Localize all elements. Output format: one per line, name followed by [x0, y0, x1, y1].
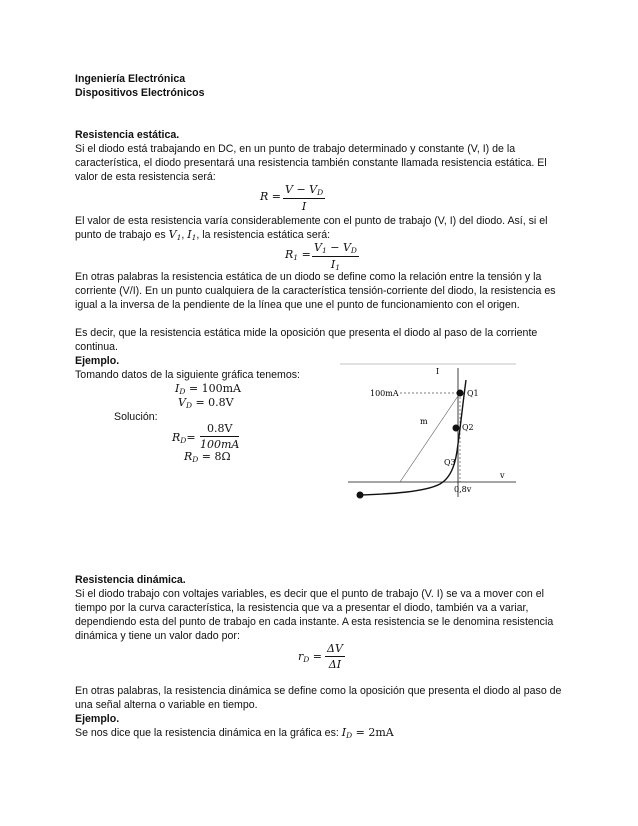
- point-q1: [457, 390, 464, 397]
- example-text: Se nos dice que la resistencia dinámica en la gráfica es: $I_D = 2mA$: [75, 726, 394, 740]
- eq1-denominator: I: [301, 200, 307, 213]
- paragraph-line: El valor de esta resistencia varía considerablemente con el punto de trabajo (V, I) del diodo. Así, si el: [75, 215, 548, 227]
- solution-label: Solución:: [114, 411, 158, 423]
- equation-r1-fraction: $\frac{V_1 - V_D}{I_1}$: [314, 241, 357, 272]
- document-subtitle: Dispositivos Electrónicos: [75, 87, 205, 99]
- math-i1: $I_1$: [187, 228, 197, 242]
- equation-static-lhs: R =: [260, 190, 281, 203]
- equation-static-fraction: [283, 183, 325, 213]
- paragraph-line: corriente (V/I). En un punto cualquiera de la característica tensión-corriente del diodo, la resistencia es: [75, 285, 556, 297]
- diode-characteristic-graph: [340, 362, 518, 512]
- eq1-numerator: V − V: [285, 183, 318, 196]
- section-heading-dynamic: Resistencia dinámica.: [75, 574, 186, 586]
- paragraph-line: En otras palabras, la resistencia dinámica se define como la oposición que presenta el diodo al paso de: [75, 685, 562, 697]
- q1-label: Q1: [467, 389, 479, 398]
- paragraph-line: dinámica y tiene un valor dado por:: [75, 630, 240, 642]
- text-span: , la resistencia estática será:: [196, 229, 331, 241]
- paragraph-line: continua.: [75, 341, 118, 353]
- x-axis-label: v: [500, 471, 505, 480]
- paragraph-line: una señal alterna o variable en tiempo.: [75, 699, 258, 711]
- math-v1: $V_1$: [168, 228, 182, 242]
- equation-dynamic-fraction: $\frac{\Delta V}{\Delta I}$: [327, 642, 343, 671]
- paragraph-line: punto de trabajo es $V_1$, $I_1$, la resistencia estática será:: [75, 228, 331, 242]
- y-axis-label: I: [436, 367, 440, 376]
- chord-line: [400, 393, 460, 482]
- q2-label: Q2: [462, 423, 474, 432]
- text-span: punto de trabajo es: [75, 229, 169, 241]
- example-label: Ejemplo.: [75, 713, 120, 725]
- point-q2: [453, 425, 460, 432]
- solution-result: $R_D = 8\Omega$: [184, 450, 231, 464]
- paragraph-line: valor de esta resistencia será:: [75, 171, 216, 183]
- section-heading-static: Resistencia estática.: [75, 129, 180, 141]
- equation-dynamic-lhs: $r_D$ =: [298, 650, 322, 664]
- document-title: Ingeniería Electrónica: [75, 73, 186, 85]
- solution-lhs: $R_D=$: [172, 431, 196, 445]
- q3-label: Q3: [444, 458, 456, 467]
- paragraph-line: igual a la inversa de la pendiente de la línea que une el punto de funcionamiento con el origen.: [75, 299, 520, 311]
- given-voltage: $V_D = 0.8V$: [178, 396, 234, 410]
- voltage-label: 0,8v: [454, 485, 472, 494]
- example-intro: Tomando datos de la siguiente gráfica tenemos:: [75, 369, 300, 381]
- solution-fraction: $\frac{0.8V}{100mA}$: [200, 422, 240, 451]
- given-current: $I_D = 100mA$: [175, 382, 241, 396]
- paragraph-line: Si el diodo trabajo con voltajes variables, es decir que el punto de trabajo (V. I) se va a mover con el: [75, 588, 544, 600]
- example-label: Ejemplo.: [75, 355, 120, 367]
- point-origin: [357, 492, 364, 499]
- paragraph-line: En otras palabras la resistencia estática de un diodo se define como la relación entre la tensión y la: [75, 271, 542, 283]
- current-label: 100mA: [370, 389, 399, 398]
- eq1-numerator-sub: D: [317, 188, 324, 197]
- paragraph-line: tiempo por la curva característica, la resistencia que va a presentar el diodo, también va a variar,: [75, 602, 529, 614]
- paragraph-line: Es decir, que la resistencia estática mide la oposición que presenta el diodo al paso de la corriente: [75, 327, 538, 339]
- paragraph-line: dependiendo esta del punto de trabajo en cada instante. A esta resistencia se le denomina resistencia: [75, 616, 554, 628]
- paragraph-line: característica, el diodo presentará una resistencia también constante llamada resistencia estática. El: [75, 157, 547, 169]
- equation-r1-lhs: $R_1$ =: [285, 248, 311, 262]
- paragraph-line: Si el diodo está trabajando en DC, en un punto de trabajo determinado y constante (V, I) de la: [75, 143, 516, 155]
- slope-label: m: [420, 417, 428, 426]
